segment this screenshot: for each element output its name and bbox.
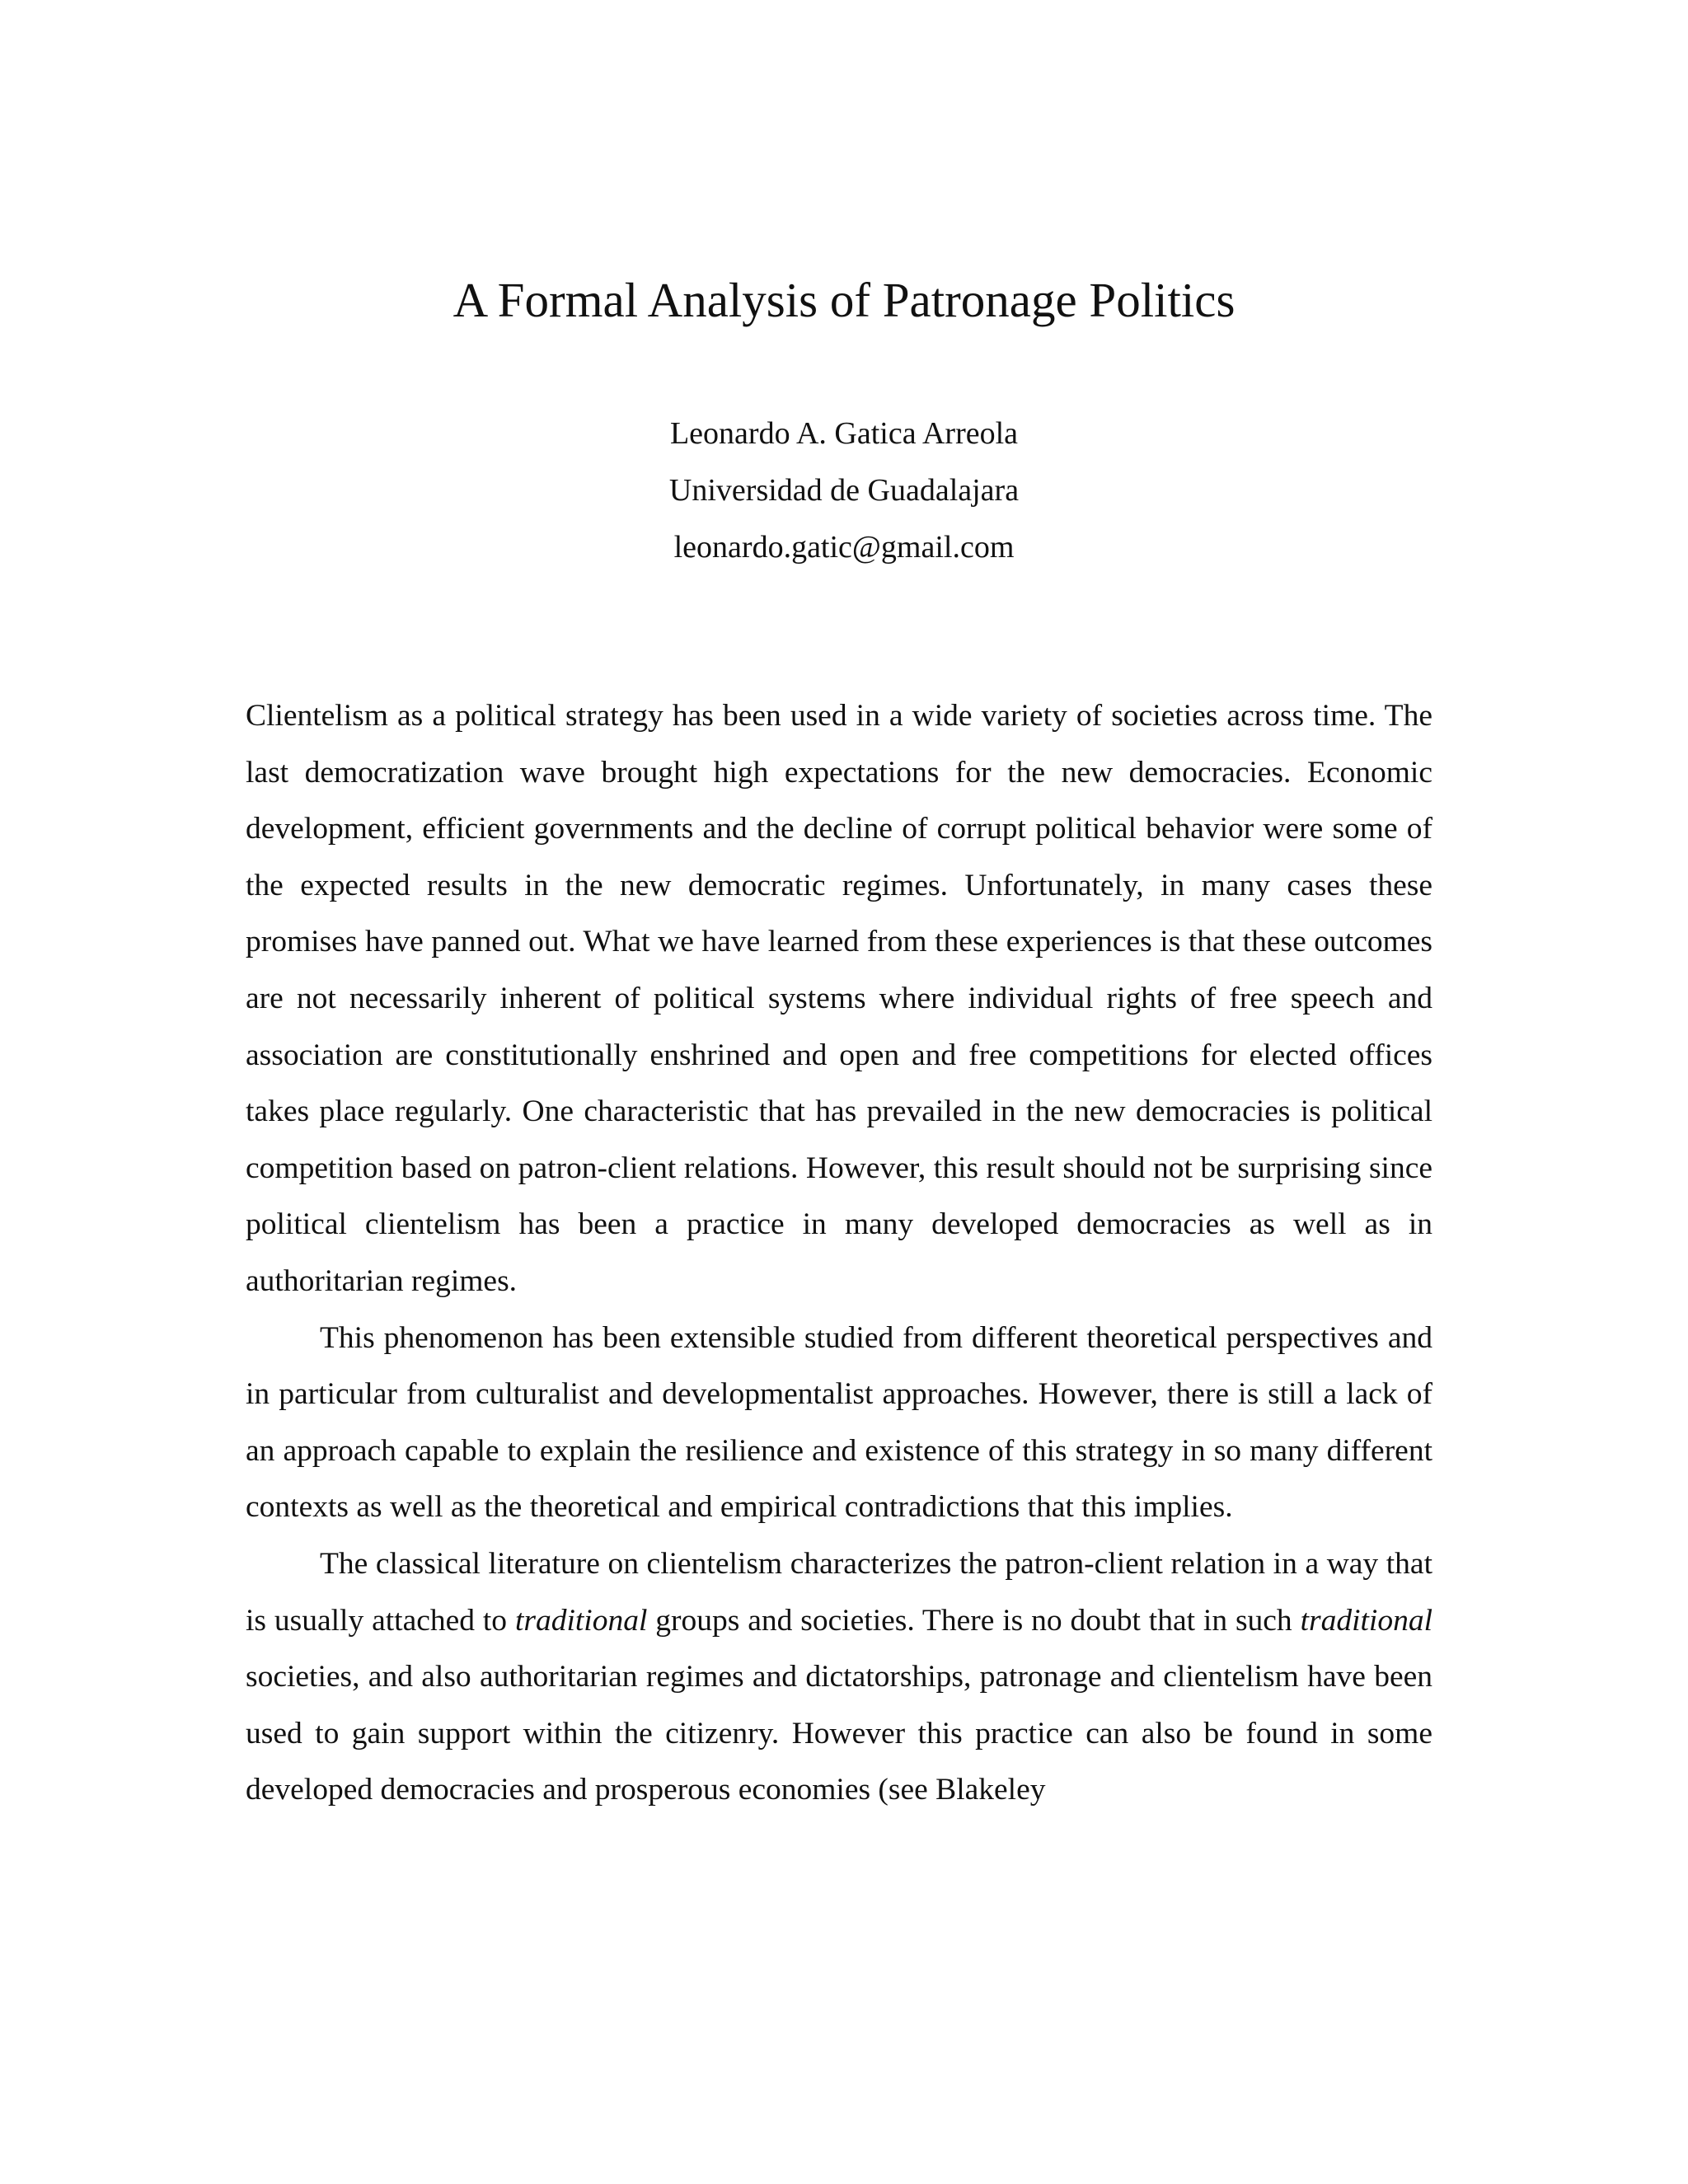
author-email: leonardo.gatic@gmail.com <box>673 530 1015 565</box>
paragraph-2: This phenomenon has been extensible studied from different theoretical perspectives and in particular from culturalist and developmentalist approaches. However, there is still a lack of an approach capable to explain the resilience and existence of this strategy in so many different contexts as well as the theoretical and empirical contradictions that this implies. <box>246 1320 1432 1525</box>
paragraph-3-text-3: societies, and also authoritarian regimes and dictatorships, patronage and clientelism have been used to gain support within the citizenry. However this practice can also be found in some developed democracies and prosperous economies (see Blakeley <box>246 1660 1432 1807</box>
paragraph-1: Clientelism as a political strategy has been used in a wide variety of societies across time. The last democratization wave brought high expectations for the new democracies. Economic development, efficient governments and the decline of corrupt political behavior were some of the expected results in the new democratic regimes. Unfortunately, in many cases these promises have panned out. What we have learned from these experiences is that these outcomes are not necessarily inherent of political systems where individual rights of free speech and association are constitutionally enshrined and open and free competitions for elected offices takes place regularly. One characteristic that has prevailed in the new democracies is political competition based on patron-client relations. However, this result should not be surprising since political clientelism has been a practice in many developed democracies as well as in authoritarian regimes. <box>246 699 1432 1298</box>
author-block <box>0 405 1688 576</box>
paragraph-3-italic-2: traditional <box>1300 1603 1432 1638</box>
author-name: Leonardo A. Gatica Arreola <box>669 416 1019 451</box>
paper-title: A Formal Analysis of Patronage Politics <box>452 273 1236 327</box>
paragraph-3-text-1: The classical literature on clientelism characterizes the patron-client relation in a way that is usually attached to <box>246 1546 1432 1638</box>
author-affiliation: Universidad de Guadalajara <box>668 473 1020 508</box>
paragraph-3-italic-1: traditional <box>514 1603 648 1638</box>
paragraph-3-text-2: groups and societies. There is no doubt that in such <box>647 1603 1301 1638</box>
body-text <box>246 688 1432 1819</box>
paragraph-3 <box>246 1536 1432 1819</box>
